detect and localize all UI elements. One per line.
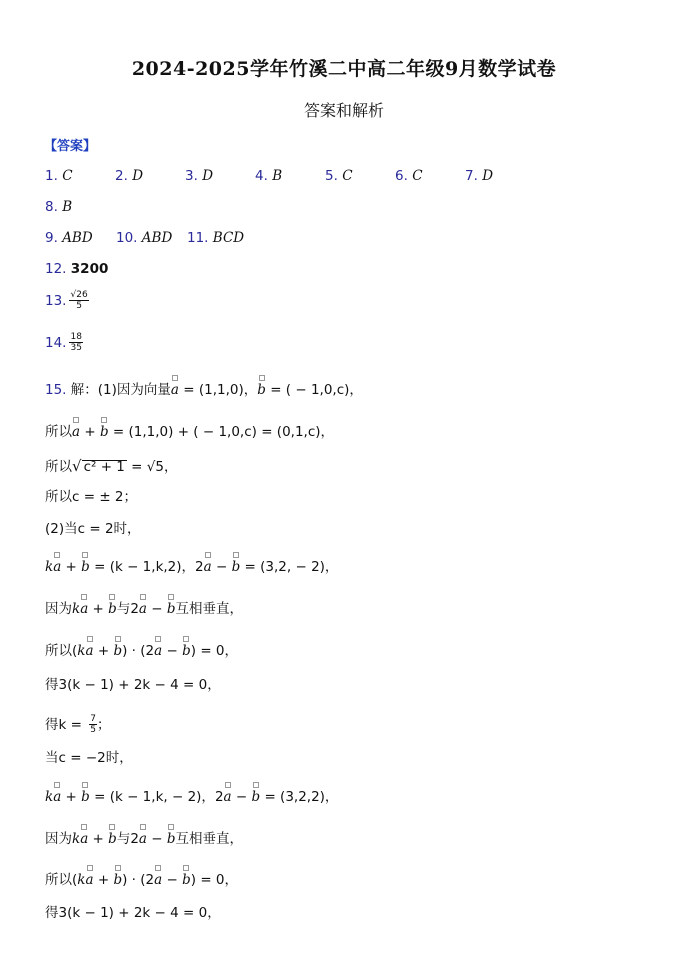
answers-row-1 <box>45 170 493 184</box>
solution-line: 所以(ka + b) · (2a − b) = 0， <box>45 643 239 659</box>
solution-line: (2)当c = 2时， <box>45 521 141 537</box>
answer-item: 3. D <box>185 168 214 184</box>
solution-line: 15. 解：(1)因为向量a = (1,1,0)，b = ( − 1,0,c)， <box>45 382 363 398</box>
solution-line: 因为ka + b与2a − b互相垂直， <box>45 601 244 617</box>
answer-item: 4. B <box>255 168 283 184</box>
solution-line: 因为ka + b与2a − b互相垂直， <box>45 831 244 847</box>
fraction: $\frac{7}{5}$ <box>90 714 96 736</box>
answer-item: 1. C <box>45 168 73 184</box>
answer-item: 7. D <box>465 168 494 184</box>
answer-14: 14. $\frac{18}{35}$ <box>45 332 82 354</box>
answers-row-3 <box>45 232 244 246</box>
answer-item: 2. D <box>115 168 144 184</box>
page-subtitle: 答案和解析 <box>303 101 384 120</box>
answer-item: 11. BCD <box>187 230 245 246</box>
solution-line: 得3(k − 1) + 2k − 4 = 0， <box>45 905 221 921</box>
solution-line: ka + b = (k − 1,k, − 2)，2a − b = (3,2,2)， <box>45 789 339 805</box>
answer-item: 10. ABD <box>116 230 173 246</box>
answer-item: 6. C <box>395 168 423 184</box>
page-title: 2024-2025学年竹溪二中高二年级9月数学试卷 <box>131 58 557 80</box>
solution-line: 所以(ka + b) · (2a − b) = 0， <box>45 872 239 888</box>
solution-line: 得3(k − 1) + 2k − 4 = 0， <box>45 677 221 693</box>
fraction: $\frac{√26}{5}$ <box>70 290 88 312</box>
solution-line: 所以√ c² + 1 = √5， <box>45 457 178 475</box>
solution-line: 得k = $\frac{7}{5}$ ； <box>45 714 111 736</box>
answers-row-2: 8. B <box>45 199 73 215</box>
solution-line: 所以a + b = (1,1,0) + ( − 1,0,c) = (0,1,c)， <box>45 424 335 440</box>
answer-item: 5. C <box>325 168 353 184</box>
answer-13: 13. $\frac{√26}{5}$ <box>45 290 88 312</box>
answer-12: 12. 3200 <box>45 261 109 277</box>
solution-line: 当c = −2时， <box>45 750 133 766</box>
answer-item: 9. ABD <box>45 230 93 246</box>
solution-line: 所以c = ± 2； <box>45 489 138 505</box>
fraction: $\frac{18}{35}$ <box>70 332 82 354</box>
solution-line: ka + b = (k − 1,k,2)，2a − b = (3,2, − 2)， <box>45 559 339 575</box>
answer-label: 【答案】 <box>44 139 97 154</box>
